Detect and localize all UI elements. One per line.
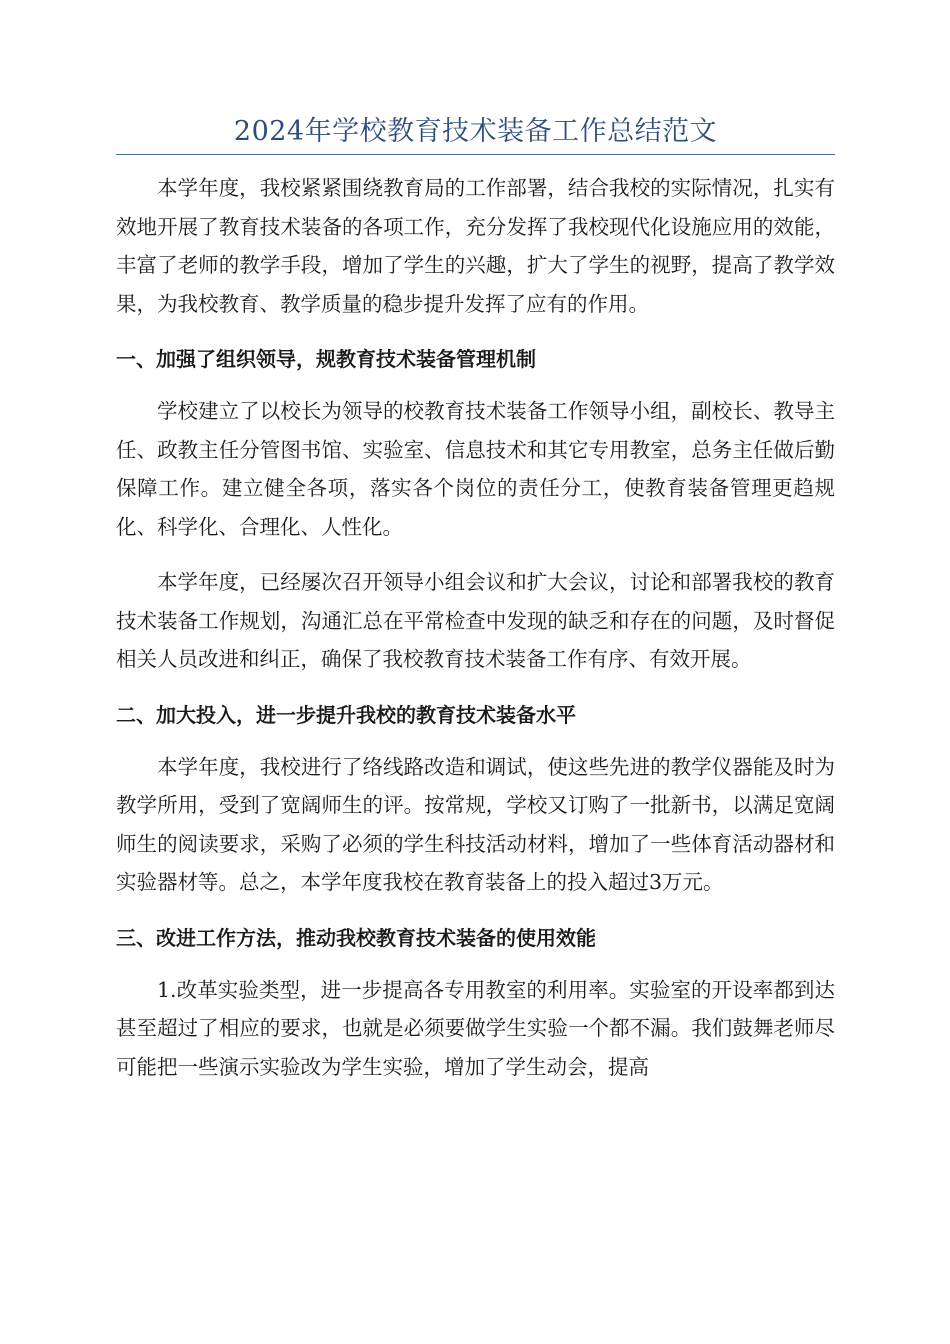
section-1-paragraph-1: 学校建立了以校长为领导的校教育技术装备工作领导小组，副校长、教导主任、政教主任分管图书馆、实验室、信息技术和其它专用教室，总务主任做后勤保障工作。建立健全各项，落实各个岗位的责任分工，使教育装备管理更趋规化、科学化、合理化、人性化。 bbox=[116, 399, 835, 539]
section-3-paragraph-1: 1.改革实验类型，进一步提高各专用教室的利用率。实验室的开设率都到达甚至超过了相应的要求，也就是必须要做学生实验一个都不漏。我们鼓舞老师尽可能把一些演示实验改为学生实验，增加了学生动会，提高 bbox=[116, 977, 835, 1079]
document-title: 2024年学校教育技术装备工作总结范文 bbox=[116, 112, 835, 155]
section-1-heading: 一、加强了组织领导，规教育技术装备管理机制 bbox=[116, 347, 536, 371]
section-1-paragraph-2: 本学年度，已经屡次召开领导小组会议和扩大会议，讨论和部署我校的教育技术装备工作规划，沟通汇总在平常检查中发现的缺乏和存在的问题，及时督促相关人员改进和纠正，确保了我校教育技术装备工作有序、有效开展。 bbox=[116, 570, 835, 671]
intro-paragraph: 本学年度，我校紧紧围绕教育局的工作部署，结合我校的实际情况，扎实有效地开展了教育技术装备的各项工作，充分发挥了我校现代化设施应用的效能，丰富了老师的教学手段，增加了学生的兴趣，扩大了学生的视野，提高了教学效果，为我校教育、教学质量的稳步提升发挥了应有的作用。 bbox=[116, 176, 835, 316]
document-page bbox=[116, 112, 835, 1103]
section-2-heading: 二、加大投入，进一步提升我校的教育技术装备水平 bbox=[116, 702, 576, 727]
section-2-paragraph-1: 本学年度，我校进行了络线路改造和调试，使这些先进的教学仪器能及时为教学所用，受到了宽阔师生的评。按常规，学校又订购了一批新书，以满足宽阔师生的阅读要求，采购了必须的学生科技活动材料，增加了一些体育活动器材和实验器材等。总之，本学年度我校在教育装备上的投入超过3万元。 bbox=[116, 754, 835, 894]
section-3-heading: 三、改进工作方法，推动我校教育技术装备的使用效能 bbox=[116, 925, 596, 950]
